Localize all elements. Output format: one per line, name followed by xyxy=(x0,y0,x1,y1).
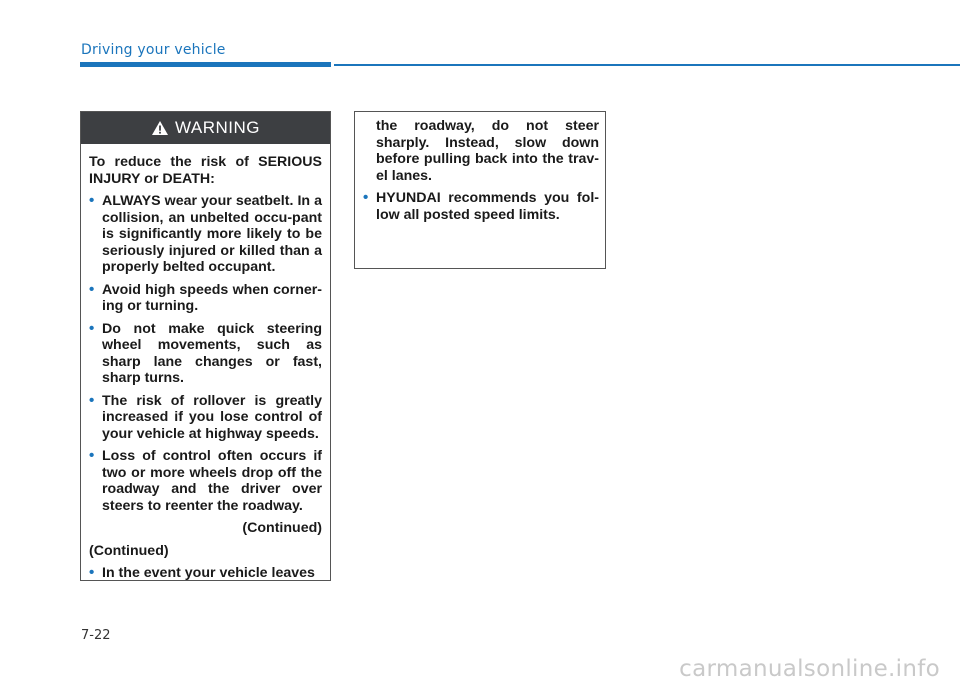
warning-bullet-2 xyxy=(89,282,322,315)
header-rule-thin xyxy=(334,64,960,66)
bullet-dot: • xyxy=(89,564,95,581)
bullet-text: ALWAYS wear your seatbelt. In a collision, an unbelted occu-pant is significantly more likely to be seriously injured or killed than a properly belted occupant. xyxy=(102,193,322,275)
warning-bullet-6-start xyxy=(89,565,322,582)
bullet-dot: • xyxy=(89,391,95,409)
warning-continuation-box xyxy=(354,111,606,269)
warning-triangle-icon xyxy=(151,120,169,136)
bullet-dot: • xyxy=(89,447,95,464)
bullet-text: In the event your vehicle leaves xyxy=(102,565,315,581)
continued-heading: (Continued) xyxy=(89,542,169,559)
bullet-text: Loss of control often occurs if two or more wheels drop off the roadway and the driver over steers to reenter the roadway. xyxy=(102,448,322,514)
warning-header xyxy=(81,112,330,144)
warning-content xyxy=(81,144,330,582)
warning-box xyxy=(80,111,331,581)
bullet-dot: • xyxy=(89,192,95,209)
bullet-text: The risk of rollover is greatly increased if you lose control of your vehicle at highway speeds. xyxy=(102,392,322,442)
bullet-dot: • xyxy=(89,280,95,298)
warning-bullet-6-end xyxy=(363,118,599,184)
warning-bullet-5 xyxy=(89,448,322,514)
bullet-text: the roadway, do not steer sharply. Instead, slow down before pulling back into the trav-el lanes. xyxy=(376,118,599,184)
warning-intro: To reduce the risk of SERIOUS INJURY or DEATH: xyxy=(89,154,322,187)
bullet-dot: • xyxy=(89,319,95,337)
warning-bullet-7 xyxy=(363,190,599,223)
header-rule-thick xyxy=(80,62,331,67)
warning-bullet-1 xyxy=(89,193,322,276)
section-title: Driving your vehicle xyxy=(81,42,226,58)
bullet-dot: • xyxy=(363,189,369,206)
warning-bullet-4 xyxy=(89,393,322,443)
bullet-text: Do not make quick steering wheel movements, such as sharp lane changes or fast, sharp turns. xyxy=(102,320,322,386)
warning-label: WARNING xyxy=(174,118,261,137)
continuation-content xyxy=(355,112,605,223)
watermark: carmanualsonline.info xyxy=(679,656,940,682)
continued-marker: (Continued) xyxy=(242,520,322,536)
warning-bullet-3 xyxy=(89,321,322,387)
page-number: 7-22 xyxy=(81,628,111,643)
bullet-text: Avoid high speeds when corner-ing or turning. xyxy=(102,281,322,314)
bullet-text: HYUNDAI recommends you fol-low all posted speed limits. xyxy=(376,190,599,223)
